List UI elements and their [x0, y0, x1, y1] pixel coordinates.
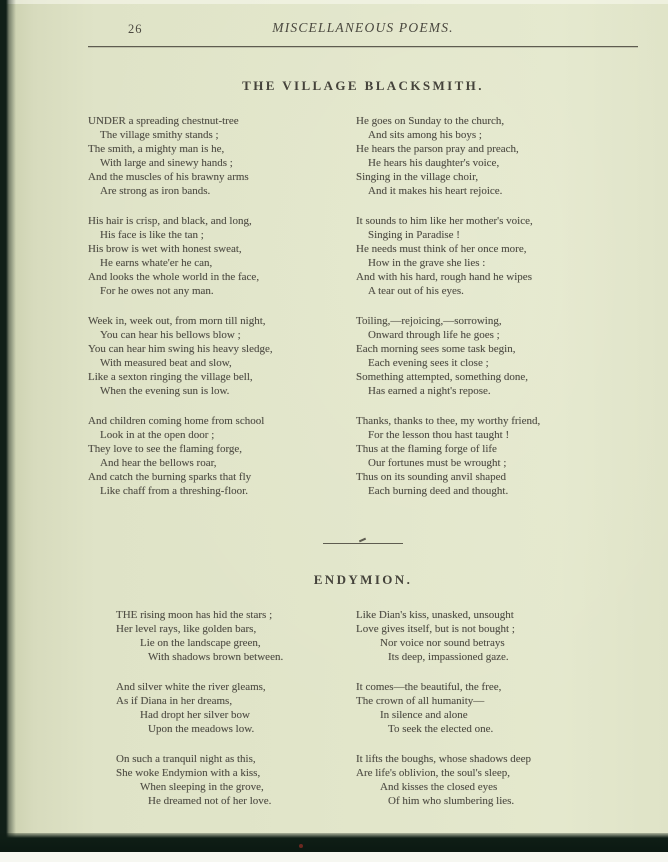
poem-line: When the evening sun is low.: [100, 385, 230, 397]
poem-line: Upon the meadows low.: [148, 723, 255, 735]
poem-line: And looks the whole world in the face,: [88, 271, 260, 283]
poem-line: And sits among his boys ;: [368, 129, 482, 141]
poem-line: As if Diana in her dreams,: [116, 695, 233, 707]
stanza: [356, 214, 638, 298]
poem-line: Are strong as iron bands.: [100, 185, 211, 197]
poem-line: He earns whate'er he can,: [100, 257, 213, 269]
poem-column: [356, 608, 638, 808]
poem-endymion: [88, 572, 638, 808]
poem-line: And it makes his heart rejoice.: [368, 185, 503, 197]
poem-column: [88, 114, 343, 498]
poem-column: [356, 114, 638, 498]
stanza: [116, 680, 343, 736]
poem-line: Each burning deed and thought.: [368, 485, 509, 497]
poem-line: Nor voice nor sound betrays: [380, 637, 505, 649]
poem-line: To seek the elected one.: [388, 723, 494, 735]
poem-line: You can hear his bellows blow ;: [100, 329, 241, 341]
poem-line: When sleeping in the grove,: [140, 781, 264, 793]
poem-line: He dreamed not of her love.: [148, 795, 272, 807]
poem-line: He needs must think of her once more,: [356, 243, 527, 255]
poem-line: With measured beat and slow,: [100, 357, 232, 369]
poem-line: Had dropt her silver bow: [140, 709, 250, 721]
stanza: [88, 214, 343, 298]
poem-line: You can hear him swing his heavy sledge,: [88, 343, 273, 355]
poem-line: Thus at the flaming forge of life: [356, 443, 497, 455]
poem-line: Toiling,—rejoicing,—sorrowing,: [356, 315, 502, 327]
poems-container: [88, 78, 638, 808]
poem-line: THE rising moon has hid the stars ;: [116, 609, 273, 621]
poem-line: A tear out of his eyes.: [368, 285, 464, 297]
poem-line: Are life's oblivion, the soul's sleep,: [356, 767, 510, 779]
page-header: [88, 20, 638, 37]
poem-line: For the lesson thou hast taught !: [368, 429, 510, 441]
stanza: [356, 314, 638, 398]
poem-columns: [88, 114, 638, 498]
section-divider-ornament: [323, 543, 403, 544]
poem-line: They love to see the flaming forge,: [88, 443, 243, 455]
poem-line: UNDER a spreading chestnut-tree: [88, 115, 239, 127]
stanza: [356, 114, 638, 198]
poem-line: He goes on Sunday to the church,: [356, 115, 505, 127]
poem-line: His brow is wet with honest sweat,: [88, 243, 242, 255]
poem-line: Singing in the village choir,: [356, 171, 479, 183]
stanza: [356, 680, 638, 736]
poem-line: With large and sinewy hands ;: [100, 157, 233, 169]
poem-line: Week in, week out, from morn till night,: [88, 315, 266, 327]
poem-line: Its deep, impassioned gaze.: [388, 651, 509, 663]
poem-line: Thus on its sounding anvil shaped: [356, 471, 507, 483]
poem-line: And silver white the river gleams,: [116, 681, 266, 693]
scan-edge-bottom: [0, 833, 668, 852]
poem-line: Of him who slumbering lies.: [388, 795, 515, 807]
poem-line: Like a sexton ringing the village bell,: [88, 371, 253, 383]
poem-line: Each morning sees some task begin,: [356, 343, 516, 355]
poem-line: And hear the bellows roar,: [100, 457, 217, 469]
running-title: MISCELLANEOUS POEMS.: [272, 20, 454, 35]
poem-line: The crown of all humanity—: [356, 695, 485, 707]
stanza: [88, 114, 343, 198]
stanza: [116, 608, 343, 664]
header-rule: [88, 46, 638, 47]
poem-line: On such a tranquil night as this,: [116, 753, 256, 765]
poem-the-village-blacksmith: [88, 78, 638, 498]
poem-line: And with his hard, rough hand he wipes: [356, 271, 532, 283]
page-number: 26: [128, 22, 143, 36]
poem-line: Singing in Paradise !: [368, 229, 460, 241]
stanza: [116, 752, 343, 808]
poem-line: Her level rays, like golden bars,: [116, 623, 257, 635]
poem-line: His face is like the tan ;: [100, 229, 204, 241]
poem-line: Lie on the landscape green,: [140, 637, 261, 649]
poem-line: He hears the parson pray and preach,: [356, 143, 519, 155]
poem-line: Our fortunes must be wrought ;: [368, 457, 507, 469]
poem-line: The smith, a mighty man is he,: [88, 143, 225, 155]
poem-line: Has earned a night's repose.: [368, 385, 491, 397]
poem-line: Thanks, thanks to thee, my worthy friend,: [356, 415, 541, 427]
stanza: [88, 414, 343, 498]
poem-line: For he owes not any man.: [100, 285, 214, 297]
poem-line: Like chaff from a threshing-floor.: [100, 485, 248, 497]
poem-title: ENDYMION.: [313, 572, 413, 587]
poem-line: Love gives itself, but is not bought ;: [356, 623, 515, 635]
poem-line: He hears his daughter's voice,: [368, 157, 500, 169]
poem-line: And kisses the closed eyes: [380, 781, 498, 793]
poem-line: And catch the burning sparks that fly: [88, 471, 252, 483]
poem-line: Each evening sees it close ;: [368, 357, 489, 369]
stanza: [356, 752, 638, 808]
stanza: [356, 608, 638, 664]
stanza: [356, 414, 638, 498]
poem-line: With shadows brown between.: [148, 651, 284, 663]
poem-line: It comes—the beautiful, the free,: [356, 681, 502, 693]
poem-line: How in the grave she lies :: [368, 257, 486, 269]
poem-column: [88, 608, 343, 808]
poem-line: In silence and alone: [380, 709, 468, 721]
poem-line: It lifts the boughs, whose shadows deep: [356, 753, 532, 765]
stanza: [88, 314, 343, 398]
scan-speck: [299, 844, 303, 848]
poem-line: Onward through life he goes ;: [368, 329, 500, 341]
poem-line: Something attempted, something done,: [356, 371, 529, 383]
poem-line: His hair is crisp, and black, and long,: [88, 215, 252, 227]
poem-line: She woke Endymion with a kiss,: [116, 767, 261, 779]
poem-line: And the muscles of his brawny arms: [88, 171, 249, 183]
scan-strip-white: [0, 852, 668, 862]
poem-columns: [88, 608, 638, 808]
poem-line: The village smithy stands ;: [100, 129, 219, 141]
poem-line: Like Dian's kiss, unasked, unsought: [356, 609, 514, 621]
poem-line: Look in at the open door ;: [100, 429, 215, 441]
poem-line: And children coming home from school: [88, 415, 265, 427]
poem-line: It sounds to him like her mother's voice,: [356, 215, 533, 227]
poem-title: THE VILLAGE BLACKSMITH.: [242, 78, 484, 93]
